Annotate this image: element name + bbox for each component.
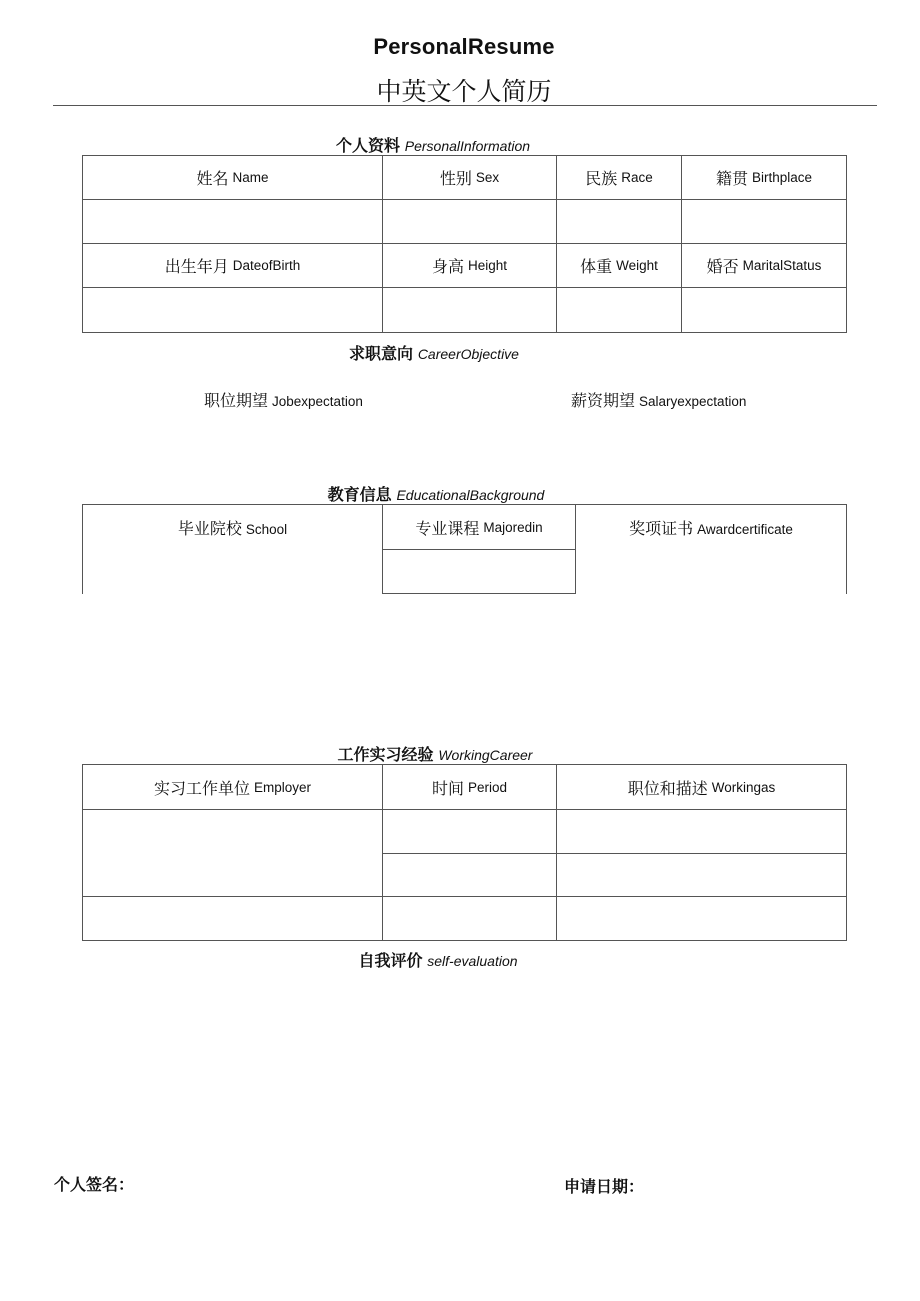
- period-label-en: Period: [467, 779, 508, 795]
- weight-value-cell[interactable]: [556, 287, 682, 333]
- position-value-cell[interactable]: [556, 896, 847, 941]
- signature-label: 个人签名：: [54, 1175, 135, 1194]
- race-value-cell[interactable]: [556, 199, 682, 244]
- major-value-cell[interactable]: [382, 549, 576, 594]
- birthplace-label-en: Birthplace: [751, 170, 813, 185]
- height-label-cn: 身高: [431, 257, 464, 276]
- period-value-cell[interactable]: [382, 896, 557, 941]
- major-label-en: Majoredin: [483, 519, 543, 535]
- job-expectation-en: Jobexpectation: [272, 394, 363, 409]
- major-label-cn: 专业课程: [415, 518, 480, 538]
- period-value-cell[interactable]: [382, 853, 557, 897]
- sex-label-cn: 性别: [439, 169, 472, 188]
- self-eval-heading-cn: 自我评价: [358, 951, 423, 970]
- height-value-cell[interactable]: [382, 287, 557, 333]
- dob-label-cell: [82, 243, 383, 288]
- work-heading-cn: 工作实习经验: [337, 745, 434, 764]
- name-label-cn: 姓名: [196, 169, 229, 188]
- sex-label-cell: [382, 155, 557, 200]
- salary-expectation-en: Salaryexpectation: [639, 394, 747, 409]
- school-label-en: School: [245, 522, 288, 537]
- birthplace-label-cn: 籍贯: [715, 169, 748, 188]
- personal-info-table: [82, 155, 847, 333]
- employer-label-cell: [82, 764, 383, 810]
- weight-label-cell: [556, 243, 682, 288]
- education-table: [82, 504, 847, 594]
- name-value-cell[interactable]: [82, 199, 383, 244]
- self-eval-heading: [0, 948, 876, 971]
- career-objective-heading: [0, 341, 868, 364]
- position-value-cell[interactable]: [556, 853, 847, 897]
- sex-label-en: Sex: [475, 170, 500, 185]
- personal-info-heading-en: PersonalInformation: [404, 138, 531, 154]
- work-heading-en: WorkingCareer: [438, 747, 533, 763]
- marital-label-cn: 婚否: [706, 257, 739, 276]
- award-label-cn: 奖项证书: [629, 519, 694, 538]
- education-heading-cn: 教育信息: [327, 485, 392, 504]
- personal-info-heading-cn: 个人资料: [335, 136, 400, 155]
- education-heading: [0, 482, 872, 505]
- salary-expectation-label: [571, 388, 746, 411]
- period-label-cn: 时间: [431, 778, 464, 798]
- resume-title-cn: 中英文个人简历: [376, 77, 552, 106]
- race-label-en: Race: [621, 170, 653, 185]
- major-label-cell: [382, 504, 576, 550]
- position-label-cell: [556, 764, 847, 810]
- period-value-cell[interactable]: [382, 809, 557, 854]
- award-label: [576, 516, 846, 539]
- award-label-en: Awardcertificate: [697, 522, 793, 537]
- dob-value-cell[interactable]: [82, 287, 383, 333]
- apply-date-label: 申请日期：: [564, 1177, 645, 1196]
- marital-label-en: MaritalStatus: [742, 258, 822, 273]
- work-heading: [0, 742, 870, 765]
- school-label: [82, 516, 383, 539]
- school-label-cn: 毕业院校: [177, 519, 242, 538]
- employer-label-cn: 实习工作单位: [153, 778, 250, 798]
- race-label-cell: [556, 155, 682, 200]
- birthplace-value-cell[interactable]: [681, 199, 847, 244]
- salary-expectation-cn: 薪资期望: [571, 391, 636, 410]
- employer-label-en: Employer: [253, 779, 312, 795]
- personal-info-heading: [0, 133, 866, 156]
- employer-value-cell[interactable]: [82, 896, 383, 941]
- marital-value-cell[interactable]: [681, 287, 847, 333]
- sex-value-cell[interactable]: [382, 199, 557, 244]
- height-label-cell: [382, 243, 557, 288]
- education-heading-en: EducationalBackground: [396, 487, 545, 503]
- name-label-en: Name: [232, 170, 269, 185]
- title-divider: [53, 105, 877, 106]
- weight-label-cn: 体重: [580, 257, 613, 276]
- height-label-en: Height: [467, 258, 508, 273]
- race-label-cn: 民族: [585, 169, 618, 188]
- job-expectation-label: [204, 388, 363, 411]
- dob-label-cn: 出生年月: [164, 257, 229, 276]
- marital-label-cell: [681, 243, 847, 288]
- career-objective-heading-en: CareerObjective: [417, 346, 519, 362]
- birthplace-label-cell: [681, 155, 847, 200]
- period-label-cell: [382, 764, 557, 810]
- weight-label-en: Weight: [616, 258, 658, 273]
- self-eval-heading-en: self-evaluation: [427, 953, 518, 969]
- employer-value-cell[interactable]: [82, 809, 383, 897]
- edu-right-border: [846, 504, 847, 594]
- position-label-cn: 职位和描述: [627, 778, 708, 798]
- name-label-cell: [82, 155, 383, 200]
- resume-title-en: PersonalResume: [373, 34, 555, 59]
- position-label-en: Workingas: [711, 779, 776, 795]
- career-objective-heading-cn: 求职意向: [349, 344, 414, 363]
- position-value-cell[interactable]: [556, 809, 847, 854]
- dob-label-en: DateofBirth: [232, 258, 301, 273]
- work-table: [82, 764, 847, 941]
- job-expectation-cn: 职位期望: [204, 391, 269, 410]
